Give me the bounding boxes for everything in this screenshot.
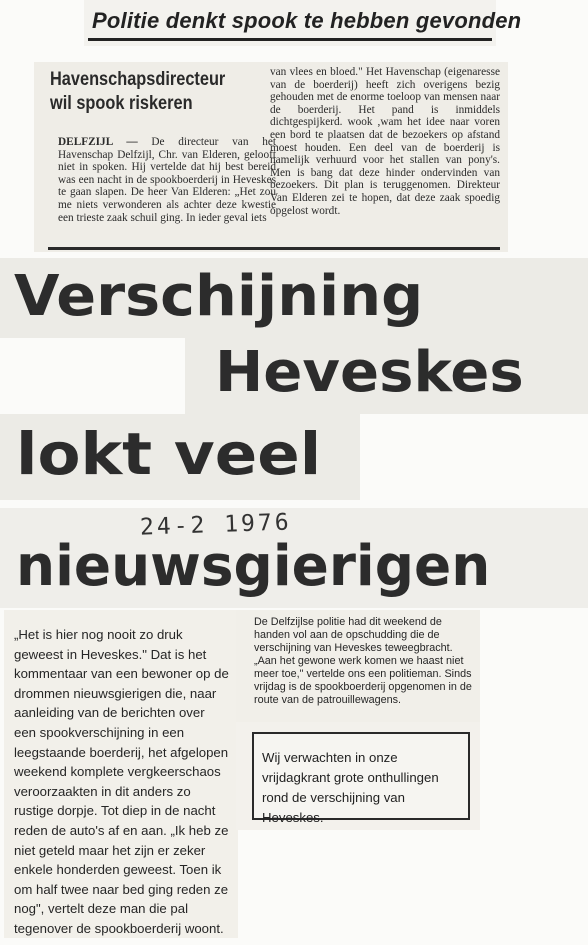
article-column-1-text: De directeur van het Havenschap Delfzijl, Chr. van Elderen, gelooft niet in spoken. Hij vertelde dat hij best bereid was een nacht in de spookboerderij in Heveskes te gaan slapen. De heer Van Elderen: „Het zou me niets verwonderen als achter deze kwestie een trieste zaak schuil ging. In ieder geval iets <box>58 136 276 224</box>
big-headline-line4: nieuwsgierigen <box>16 534 491 599</box>
story-left-clipping <box>4 610 238 938</box>
story-right-text: De Delfzijlse politie had dit weekend de handen vol aan de opschudding die de verschijning van Heveskes teweegbracht. „Aan het gewone werk komen we haast niet meer toe," vertelde ons een politieman. Sinds vrijdag is de spookboerderij opgenomen in de route van de patrouillewagens. <box>254 616 472 706</box>
headline-clipping-1 <box>0 258 588 338</box>
headline-clipping-4 <box>0 508 588 608</box>
headline-clipping-3 <box>0 414 360 500</box>
article-bottom-rule <box>48 247 500 250</box>
article-headline-line2: wil spook riskeren <box>50 93 193 114</box>
story-right-clipping <box>236 610 480 722</box>
article-dateline: DELFZIJL — <box>58 136 138 148</box>
big-headline-line2: Heveskes <box>215 340 524 405</box>
top-headline-clipping <box>84 0 522 46</box>
article-clipping <box>34 62 508 252</box>
article-headline <box>50 68 239 116</box>
notice-clipping <box>236 722 480 830</box>
article-column-1 <box>58 136 276 224</box>
article-headline-line1: Havenschapsdirecteur <box>50 69 226 90</box>
big-headline-line3: lokt veel <box>16 420 322 488</box>
handwritten-date: 24-2 1976 <box>139 509 293 541</box>
story-left-text: „Het is hier nog nooit zo druk geweest in Heveskes." Dat is het kommentaar van een bewoner op de drommen nieuwsgierigen die, naar aanleiding van de berichten over een spookverschijning in een leegstaande boerderij, het afgelopen weekend komplete vergkeerschaos veroorzaakten in dit anders zo rustige dorpje. Tot diep in de nacht reden de auto's af en aan. „Ik heb ze niet geteld maar het zijn er zeker enkele honderden geweest. Toen ik om half twee naar bed ging reden ze nog", vertelt deze man die pal tegenover de spookboerderij woont. <box>14 627 229 936</box>
headline-rule <box>88 38 492 41</box>
article-column-2: van vlees en bloed." Het Havenschap (eigenaresse van de boerderij) heeft zich overigens bezig gehouden met de enorme toeloop van mensen naar de boerderij. Het pand is inmiddels dichtgespijkerd. wook ,wam het idee naar voren een bord te plaatsen dat de bezoekers op afstand moest houden. Een deel van de boerderij is namelijk verhuurd voor het stallen van pony's. Men is bang dat deze hinder ondervinden van bezoekers. Dit plan is teruggenomen. Direkteur Van Elderen zei te hopen, dat deze zaak spoedig opgelost wordt. <box>270 66 500 217</box>
notice-box <box>252 732 470 825</box>
headline-clipping-2 <box>185 338 588 414</box>
notice-text: Wij verwachten in onze vrijdagkrant grote onthullingen rond de verschijning van Heveskes. <box>262 750 439 825</box>
big-headline-line1: Verschijning <box>14 264 424 329</box>
top-headline: Politie denkt spook te hebben gevonden <box>92 8 522 33</box>
